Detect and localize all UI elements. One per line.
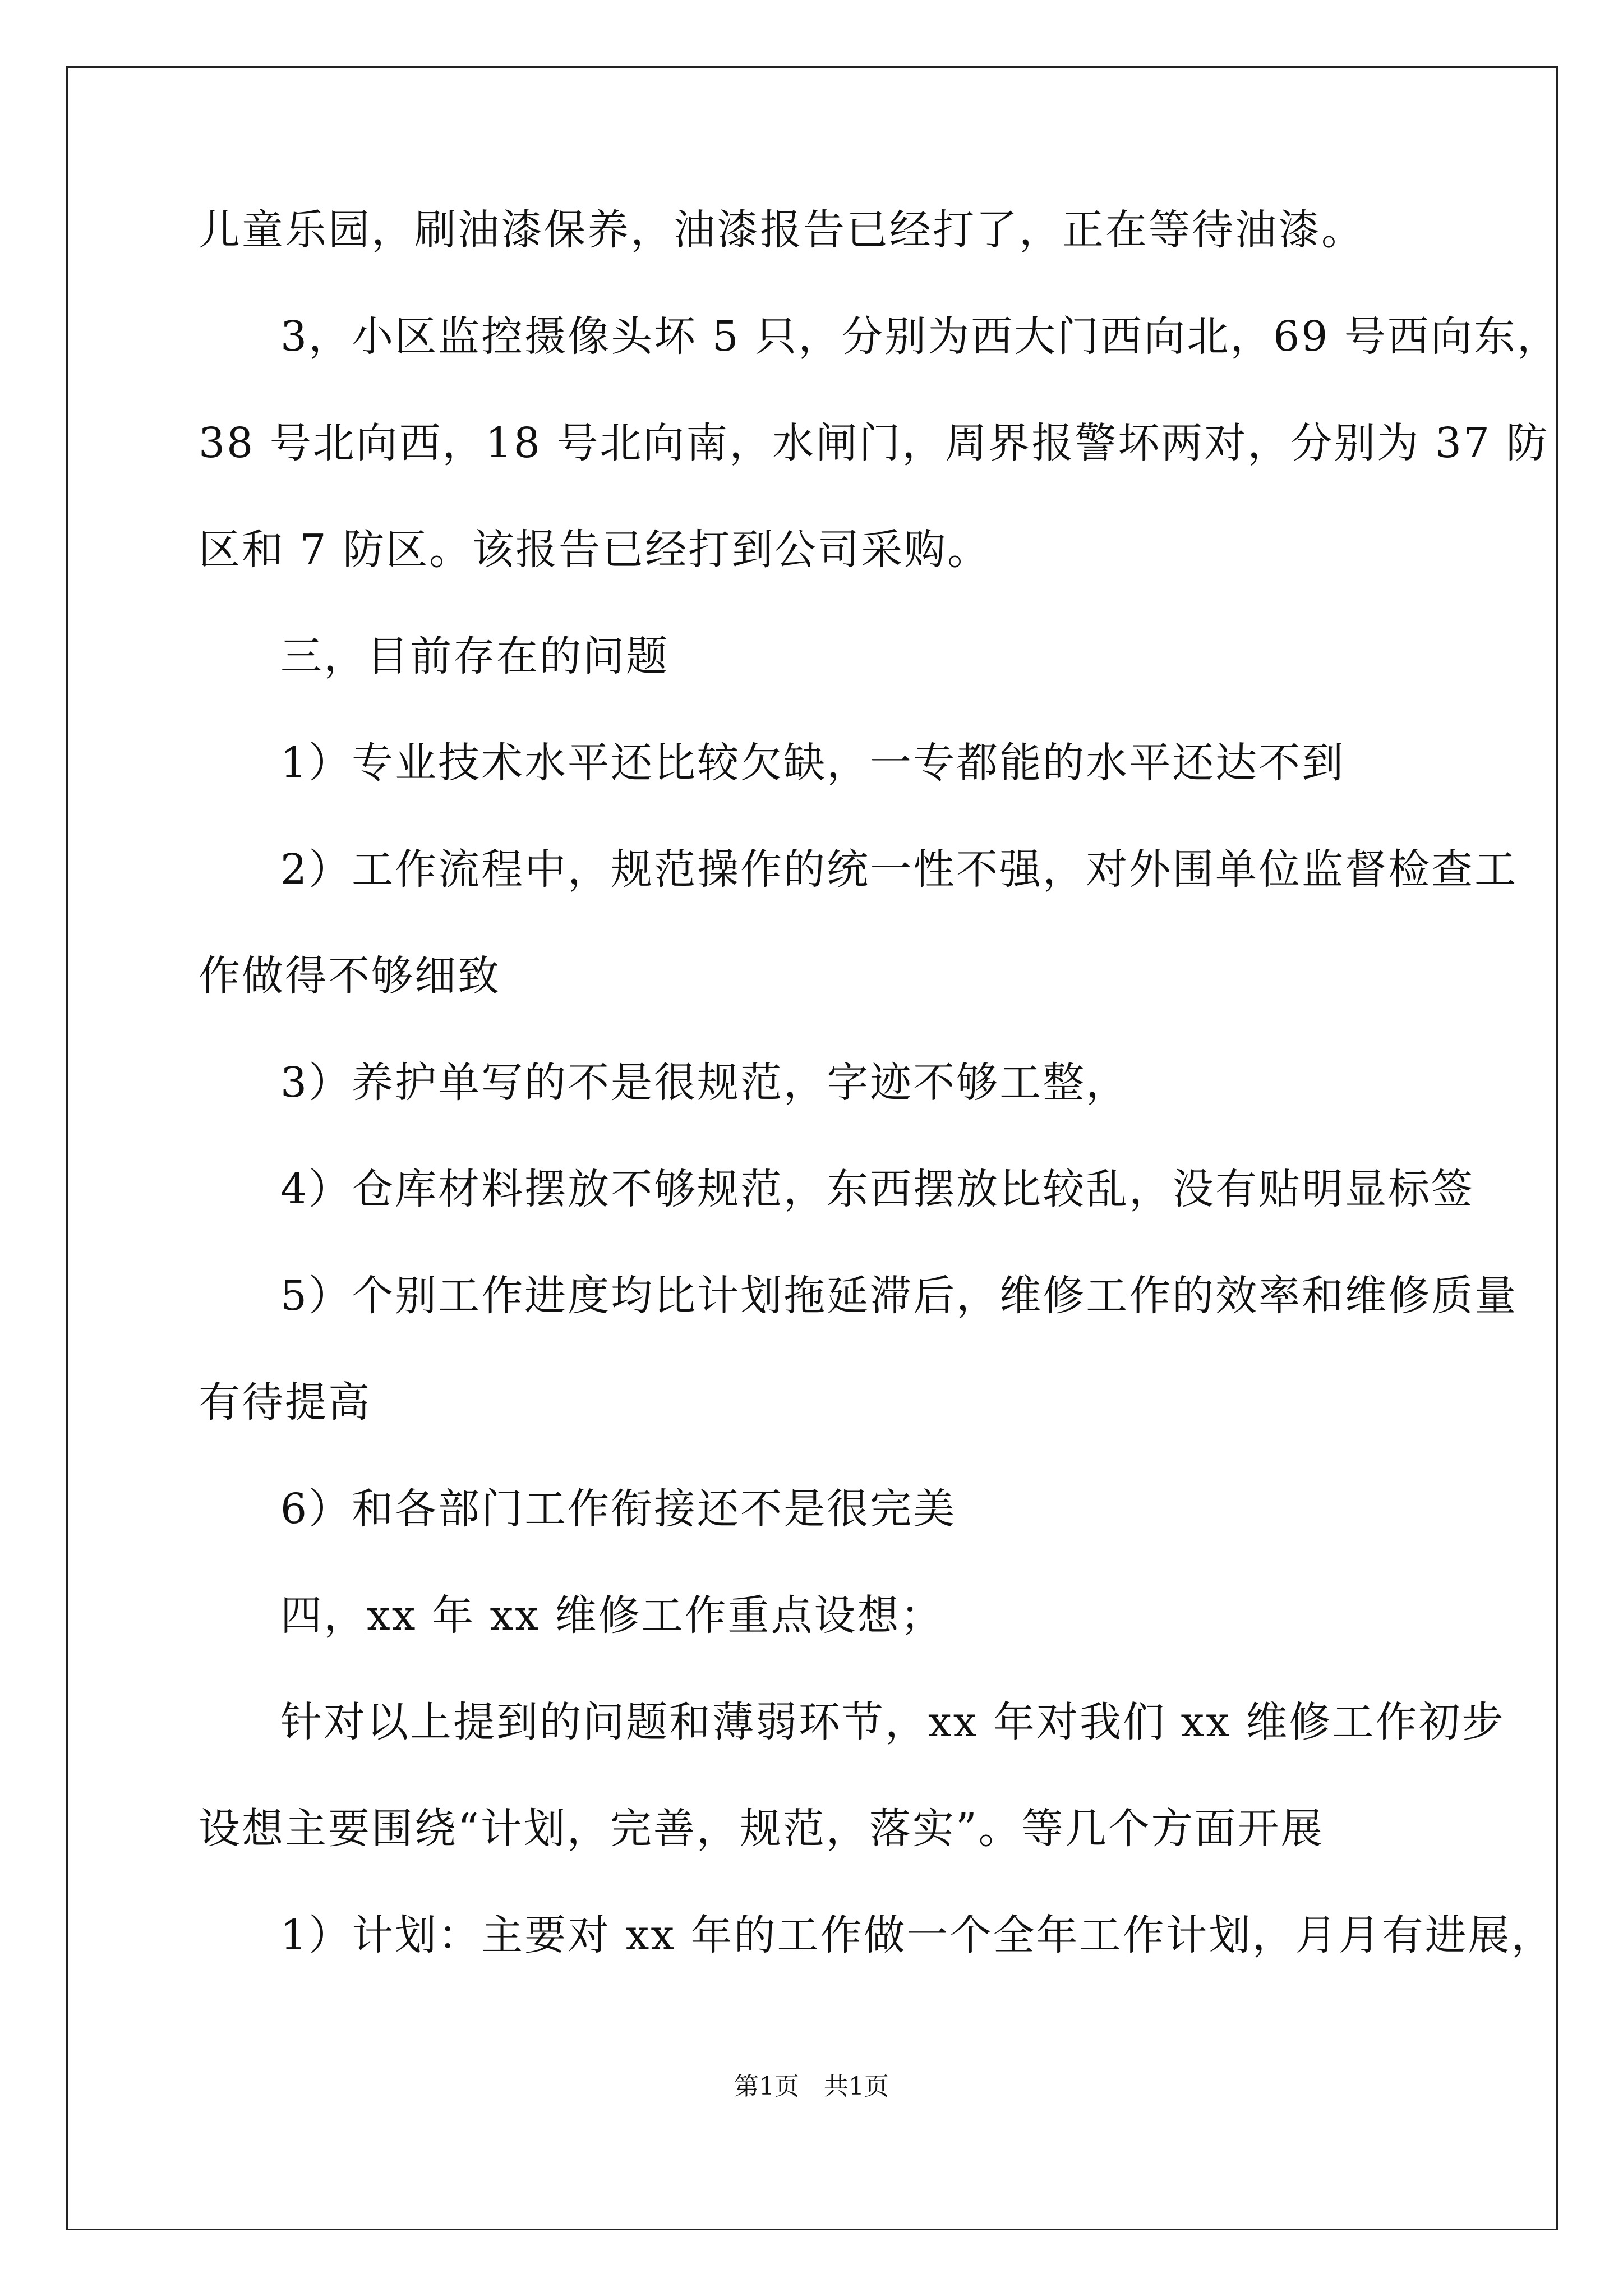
page-border [66,66,1558,2230]
text-line: 儿童乐园，刷油漆保养，油漆报告已经打了，正在等待油漆。 [199,206,1364,254]
text-line: 有待提高 [199,1378,371,1427]
section-heading: 三，目前存在的问题 [280,632,669,680]
text-line: 区和 7 防区。该报告已经打到公司采购。 [199,526,991,574]
text-line: 作做得不够细致 [199,952,501,1000]
text-line: 5）个别工作进度均比计划拖延滞后，维修工作的效率和维修质量 [280,1272,1518,1320]
text-line: 4）仓库材料摆放不够规范，东西摆放比较乱，没有贴明显标签 [280,1165,1475,1213]
text-line: 38 号北向西，18 号北向南，水闸门，周界报警坏两对，分别为 37 防 [199,419,1550,467]
text-line: 3）养护单写的不是很规范，字迹不够工整， [280,1059,1129,1107]
text-line: 3，小区监控摄像头坏 5 只，分别为西大门西向北，69 号西向东， [280,312,1560,361]
section-heading: 四，xx 年 xx 维修工作重点设想； [280,1591,944,1640]
page-number-footer: 第1页 共1页 [734,2072,889,2101]
text-line: 2）工作流程中，规范操作的统一性不强，对外围单位监督检查工 [280,845,1518,894]
text-line: 设想主要围绕“计划，完善，规范，落实”。等几个方面开展 [199,1805,1324,1853]
text-line: 1）专业技术水平还比较欠缺，一专都能的水平还达不到 [280,739,1345,787]
text-line: 针对以上提到的问题和薄弱环节，xx 年对我们 xx 维修工作初步 [280,1698,1505,1746]
text-line: 1）计划：主要对 xx 年的工作做一个全年工作计划，月月有进展， [280,1911,1555,1959]
text-line: 6）和各部门工作衔接还不是很完美 [280,1485,957,1533]
